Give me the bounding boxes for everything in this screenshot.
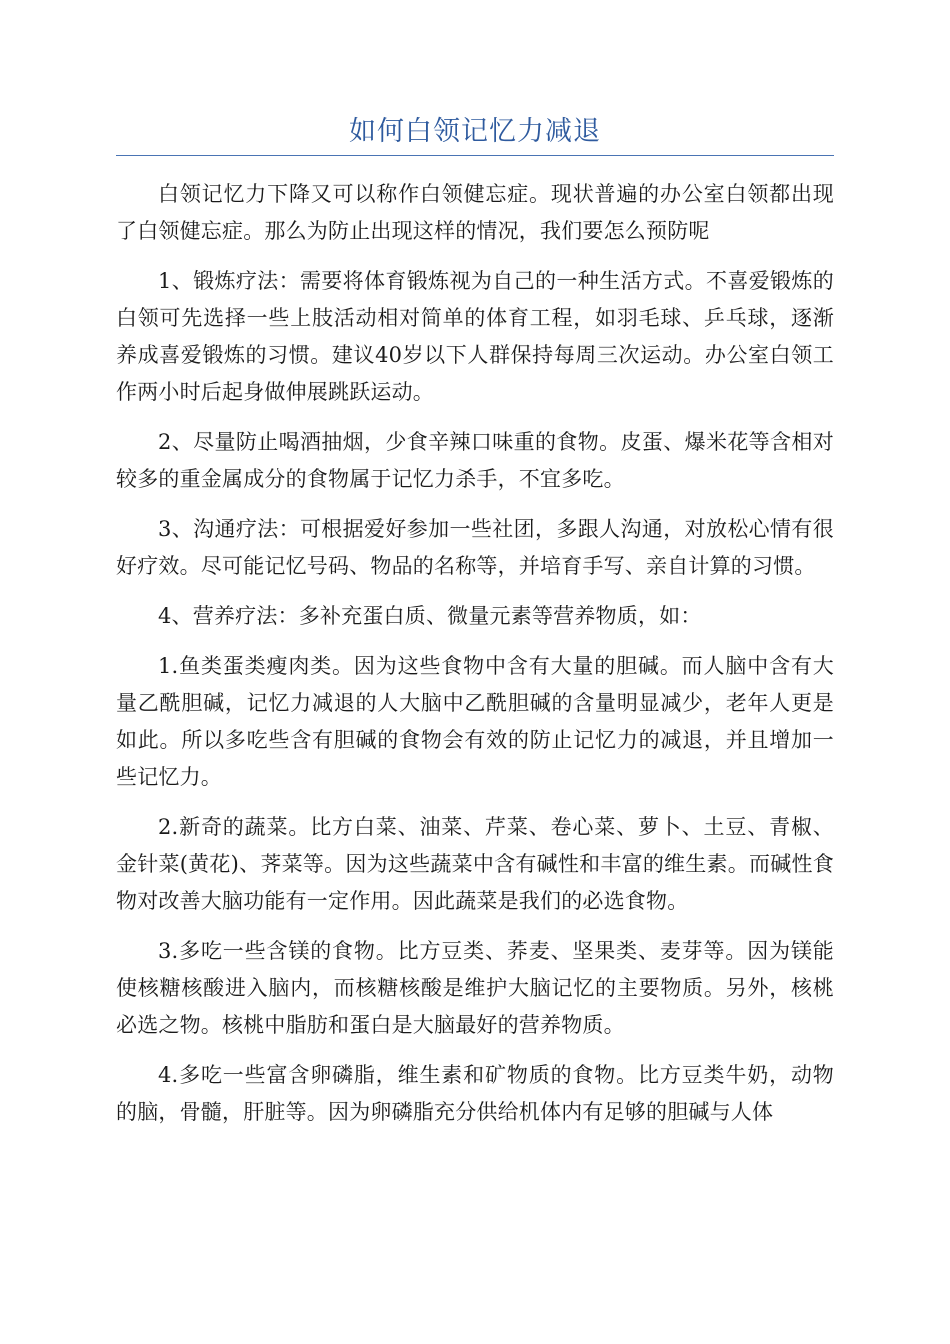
page-title: 如何白领记忆力减退 — [349, 116, 601, 147]
paragraph-magnesium: 3.多吃一些含镁的食物。比方豆类、荞麦、坚果类、麦芽等。因为镁能使核糖核酸进入脑内，而核糖核酸是维护大脑记忆的主要物质。另外，核桃必选之物。核桃中脂肪和蛋白是大脑最好的营养物质。 — [116, 939, 834, 1037]
paragraph-lecithin: 4.多吃一些富含卵磷脂，维生素和矿物质的食物。比方豆类牛奶，动物的脑，骨髓，肝脏等。因为卵磷脂充分供给机体内有足够的胆碱与人体 — [116, 1063, 834, 1124]
paragraph-avoid-alcohol: 2、尽量防止喝酒抽烟，少食辛辣口味重的食物。皮蛋、爆米花等含相对较多的重金属成分的食物属于记忆力杀手，不宜多吃。 — [116, 430, 834, 491]
paragraph-vegetables: 2.新奇的蔬菜。比方白菜、油菜、芹菜、卷心菜、萝卜、土豆、青椒、金针菜(黄花)、荠菜等。因为这些蔬菜中含有碱性和丰富的维生素。而碱性食物对改善大脑功能有一定作用。因此蔬菜是我们的必选食物。 — [116, 815, 834, 913]
paragraph-intro: 白领记忆力下降又可以称作白领健忘症。现状普遍的办公室白领都出现了白领健忘症。那么为防止出现这样的情况，我们要怎么预防呢 — [116, 182, 834, 243]
document-body — [116, 176, 834, 1144]
paragraph-exercise: 1、锻炼疗法：需要将体育锻炼视为自己的一种生活方式。不喜爱锻炼的白领可先选择一些上肢活动相对简单的体育工程，如羽毛球、乒乓球，逐渐养成喜爱锻炼的习惯。建议40岁以下人群保持每周三次运动。办公室白领工作两小时后起身做伸展跳跃运动。 — [116, 269, 834, 404]
title-underline — [116, 155, 834, 156]
paragraph-nutrition: 4、营养疗法：多补充蛋白质、微量元素等营养物质，如： — [158, 604, 702, 628]
paragraph-fish-eggs: 1.鱼类蛋类瘦肉类。因为这些食物中含有大量的胆碱。而人脑中含有大量乙酰胆碱，记忆力减退的人大脑中乙酰胆碱的含量明显减少，老年人更是如此。所以多吃些含有胆碱的食物会有效的防止记忆力的减退，并且增加一些记忆力。 — [116, 654, 834, 789]
paragraph-communication: 3、沟通疗法：可根据爱好参加一些社团，多跟人沟通，对放松心情有很好疗效。尽可能记忆号码、物品的名称等，并培育手写、亲自计算的习惯。 — [116, 517, 834, 578]
